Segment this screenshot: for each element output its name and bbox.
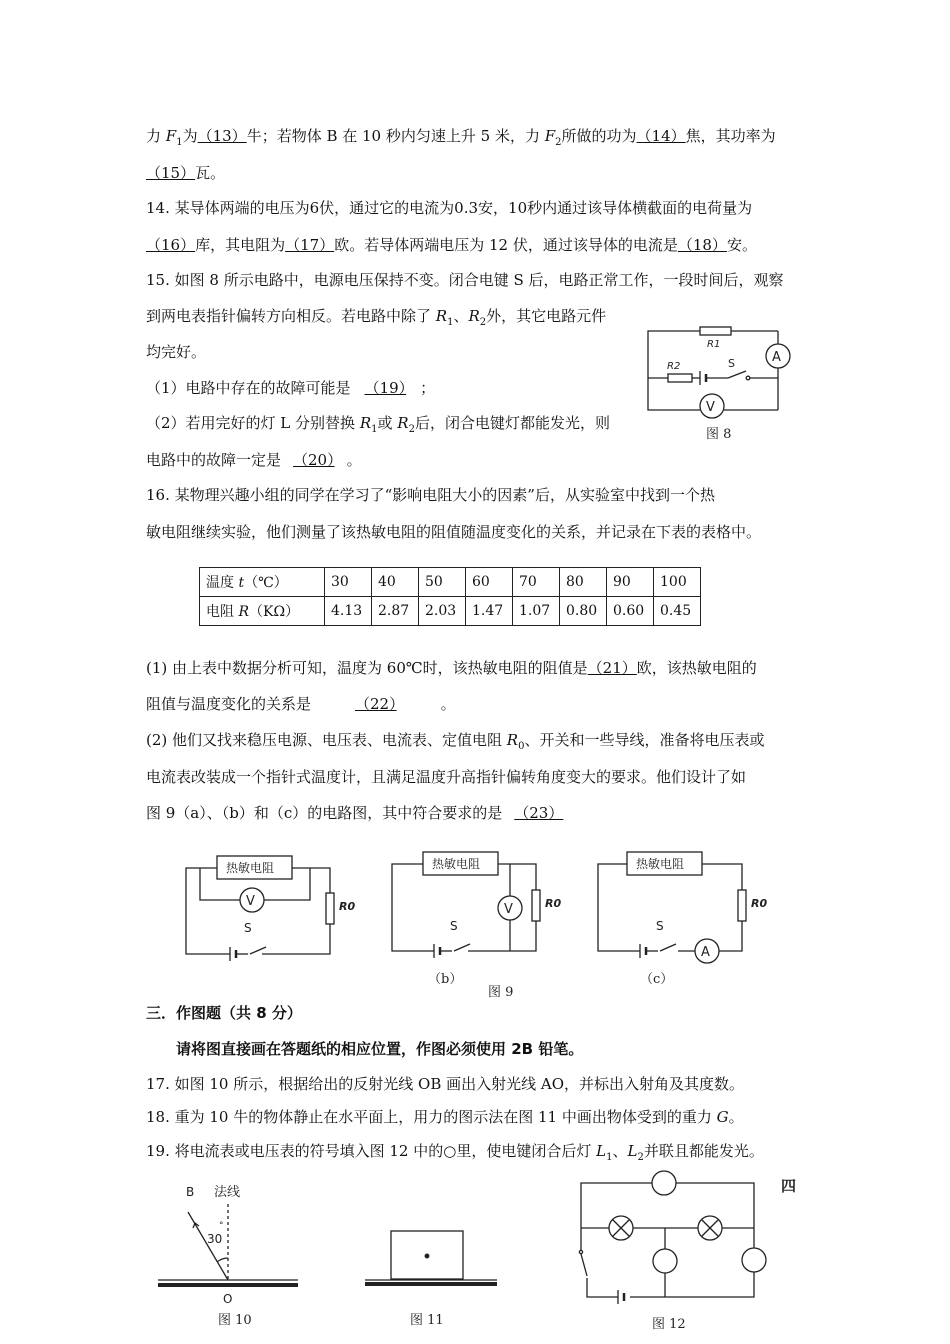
point-o-label: O — [223, 1292, 233, 1306]
blank-20: （20） — [293, 451, 335, 469]
figure-10-caption: 图 10 — [218, 1313, 252, 1328]
meter-circle-right — [742, 1248, 766, 1272]
q13-line2: （15）瓦。 — [146, 164, 226, 182]
r0-label: R0 — [545, 897, 562, 910]
wire — [392, 864, 434, 951]
table-cell: 30 — [325, 568, 372, 597]
point-b-label: B — [186, 1185, 195, 1199]
normal-label: 法线 — [214, 1185, 241, 1200]
resistor-r0 — [738, 890, 746, 921]
voltmeter-label: V — [706, 400, 715, 415]
switch-contact — [579, 1250, 582, 1253]
figure-9c — [598, 852, 767, 987]
q15-line6: 电路中的故障一定是 （20） 。 — [146, 451, 362, 469]
figure-9c-label: （c） — [640, 972, 674, 987]
switch-label: S — [244, 921, 252, 935]
table-cell: 0.80 — [560, 597, 607, 626]
q16-line2: 敏电阻继续实验，他们测量了该热敏电阻的阻值随温度变化的关系，并记录在下表的表格中。 — [146, 523, 762, 541]
figure-9a — [186, 856, 355, 961]
thermistor-label: 热敏电阻 — [432, 857, 481, 871]
q13-line1: 力 $F_1$为（13）牛；若物体 B 在 10 秒内匀速上升 5 米，力 $F_2$所做的功为（14）焦，其功率为 — [146, 127, 776, 148]
r0-label: R0 — [339, 900, 356, 913]
table-cell-label: 电阻 R（KΩ） — [200, 597, 325, 626]
blank-18: （18） — [677, 236, 727, 254]
switch — [581, 1254, 587, 1276]
table-cell: 2.03 — [419, 597, 466, 626]
blank-19: （19） — [364, 379, 407, 397]
wire — [702, 864, 742, 890]
blank-17: （17） — [285, 236, 335, 254]
wire — [630, 1272, 754, 1297]
degree-symbol: ° — [219, 1221, 224, 1231]
q18-text: 18. 重为 10 牛的物体静止在水平面上，用力的图示法在图 11 中画出物体受到的重力 G。 — [146, 1108, 744, 1126]
resistor-r1 — [700, 327, 731, 335]
figure-12-caption: 图 12 — [652, 1317, 686, 1332]
wire — [498, 864, 536, 890]
q16-line7: 图 9（a）、（b）和（c）的电路图，其中符合要求的是 （23） — [146, 803, 575, 823]
wire — [292, 868, 330, 893]
table-cell: 90 — [607, 568, 654, 597]
q14-line2: （16）库，其电阻为（17）欧。若导体两端电压为 12 伏，通过该导体的电流是（18）安。 — [146, 236, 757, 254]
switch-label: S — [656, 919, 664, 933]
table-cell: 1.47 — [466, 597, 513, 626]
thermistor-label: 热敏电阻 — [226, 861, 275, 875]
switch-s — [728, 371, 746, 378]
switch — [250, 947, 266, 954]
blank-14: （14） — [636, 127, 686, 145]
switch-label: S — [450, 919, 458, 933]
section-3-title: 三．作图题（共 8 分） — [146, 1004, 302, 1022]
resistor-r0 — [532, 890, 540, 921]
figure-9b — [392, 852, 561, 1000]
table-cell: 2.87 — [372, 597, 419, 626]
voltmeter-label: V — [504, 902, 513, 917]
q14-line1: 14. 某导体两端的电压为6伏，通过它的电流为0.3安，10秒内通过该导体横截面的电荷量为 — [146, 199, 753, 217]
switch — [454, 944, 470, 951]
switch-contact — [746, 376, 750, 380]
figure-8 — [648, 327, 790, 442]
q16-line4: 阻值与温度变化的关系是 （22） 。 — [146, 695, 456, 713]
wire — [262, 924, 330, 954]
figure-9-caption: 图 9 — [488, 985, 514, 1000]
angle-arc — [217, 1258, 228, 1262]
blank-13: （13） — [197, 127, 247, 145]
thermistor-label: 热敏电阻 — [636, 857, 685, 871]
q16-line1: 16. 某物理兴趣小组的同学在学习了“影响电阻大小的因素”后，从实验室中找到一个热 — [146, 486, 715, 504]
wire — [598, 864, 640, 951]
voltmeter-label: V — [246, 894, 255, 909]
figure-11 — [365, 1231, 497, 1328]
r1-label: R1 — [707, 339, 721, 350]
blank-21: （21） — [587, 659, 637, 677]
center-of-mass-dot — [425, 1254, 429, 1258]
q15-line4: （1）电路中存在的故障可能是 （19） ； — [146, 379, 436, 397]
table-cell: 60 — [466, 568, 513, 597]
q16-line6: 电流表改装成一个指针式温度计，且满足温度升高指针偏转角度变大的要求。他们设计了如 — [146, 768, 747, 786]
section-3-instruction: 请将图直接画在答题纸的相应位置，作图必须使用 2B 铅笔。 — [176, 1040, 584, 1058]
table-cell: 0.45 — [654, 597, 701, 626]
q15-line2: 到两电表指针偏转方向相反。若电路中除了 $R_1$、$R_2$外，其它电路元件 — [146, 307, 607, 328]
figure-9b-label: （b） — [428, 972, 463, 987]
table-cell: 100 — [654, 568, 701, 597]
wire — [587, 1278, 618, 1297]
angle-label: 30 — [207, 1232, 223, 1246]
table-cell: 50 — [419, 568, 466, 597]
figure-8-caption: 图 8 — [706, 427, 732, 442]
ammeter-label: A — [701, 945, 710, 960]
figure-10 — [158, 1184, 298, 1328]
table-cell: 80 — [560, 568, 607, 597]
wire — [186, 868, 230, 954]
wire — [719, 921, 742, 951]
table-cell-label: 温度 t（℃） — [200, 568, 325, 597]
q16-line3: (1) 由上表中数据分析可知，温度为 60℃时，该热敏电阻的阻值是（21）欧，该热敏电阻的 — [146, 659, 757, 677]
q15-line1: 15. 如图 8 所示电路中，电源电压保持不变。闭合电键 S 后，电路正常工作，一段时间后，观察 — [146, 271, 784, 289]
q16-line5: (2) 他们又找来稳压电源、电压表、电流表、定值电阻 $R_0$、开关和一些导线，准备将电压表或 — [146, 731, 765, 752]
r0-label: R0 — [751, 897, 768, 910]
meter-circle-top — [652, 1171, 676, 1195]
wire — [468, 921, 536, 951]
switch — [660, 944, 676, 951]
figure-11-caption: 图 11 — [410, 1313, 444, 1328]
table-cell: 1.07 — [513, 597, 560, 626]
blank-23: （23） — [514, 804, 564, 822]
q15-line5: （2）若用完好的灯 L 分别替换 $R_1$或 $R_2$后，闭合电键灯都能发光，则 — [146, 414, 610, 435]
blank-15: （15） — [146, 164, 196, 182]
blank-22: （22） — [355, 695, 397, 713]
table-cell: 0.60 — [607, 597, 654, 626]
table-cell: 4.13 — [325, 597, 372, 626]
q19-text: 19. 将电流表或电压表的符号填入图 12 中的○里，使电键闭合后灯 $L_1$、$L_2$并联且都能发光。 — [146, 1142, 764, 1163]
table-cell: 40 — [372, 568, 419, 597]
resistor-r2 — [668, 374, 692, 382]
q15-line3: 均完好。 — [146, 343, 207, 361]
switch-label: S — [728, 357, 735, 370]
ammeter-label: A — [772, 350, 781, 365]
section-4-marker: 四 — [781, 1177, 797, 1195]
blank-16: （16） — [146, 236, 196, 254]
figure-12 — [579, 1171, 766, 1332]
table-cell: 70 — [513, 568, 560, 597]
r2-label: R2 — [667, 361, 681, 372]
resistor-r0 — [326, 893, 334, 924]
q17-text: 17. 如图 10 所示，根据给出的反射光线 OB 画出入射光线 AO，并标出入射角及其度数。 — [146, 1075, 745, 1093]
meter-circle-middle — [653, 1249, 677, 1273]
